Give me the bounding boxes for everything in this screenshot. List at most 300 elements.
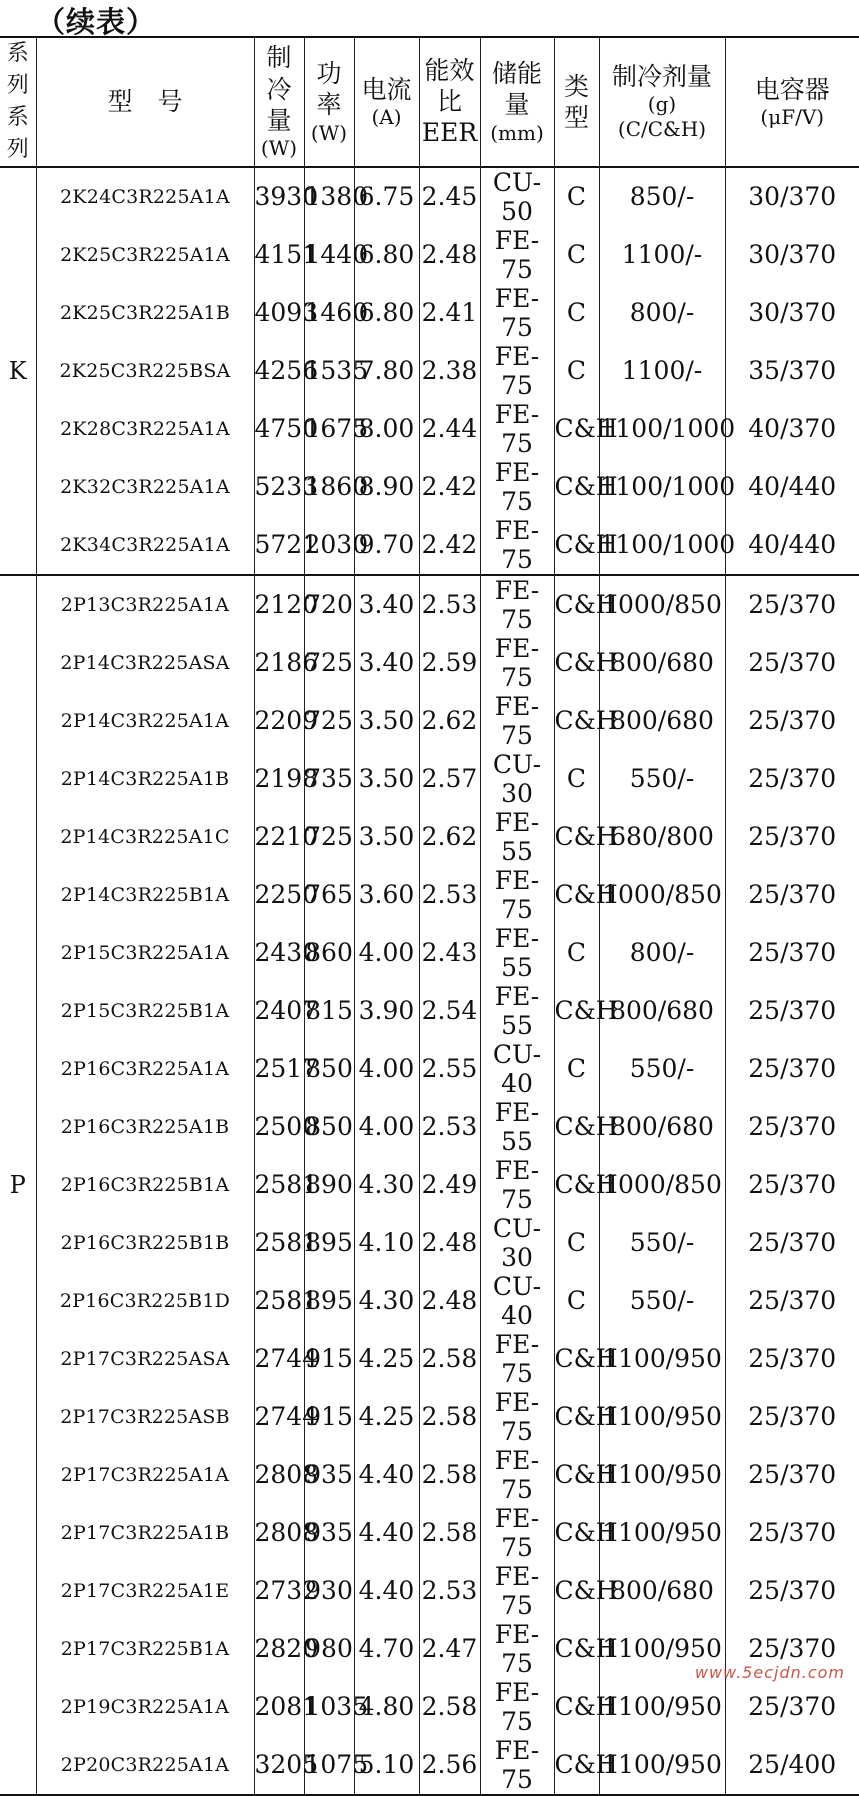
- cell-current: 3.90: [354, 982, 419, 1040]
- cell-model: 2P15C3R225B1A: [36, 982, 254, 1040]
- cell-eer: 2.49: [419, 1156, 480, 1214]
- cell-power: 935: [304, 1446, 354, 1504]
- cell-capacity: 2209: [254, 692, 304, 750]
- cell-type: C&H: [554, 1620, 599, 1678]
- cell-current: 3.60: [354, 866, 419, 924]
- cell-type: C&H: [554, 866, 599, 924]
- cell-model: 2K25C3R225BSA: [36, 342, 254, 400]
- cell-capacitor: 25/370: [725, 1040, 859, 1098]
- header-line: 率: [305, 89, 354, 120]
- cell-capacity: 2744: [254, 1388, 304, 1446]
- cell-eer: 2.57: [419, 750, 480, 808]
- cell-capacity: 2581: [254, 1156, 304, 1214]
- cell-power: 895: [304, 1272, 354, 1330]
- cell-refrigerant: 550/-: [599, 1272, 725, 1330]
- cell-refrigerant: 1100/950: [599, 1504, 725, 1562]
- header-line: (W): [255, 136, 304, 161]
- cell-accumulator: FE-75: [480, 226, 554, 284]
- header-line: 量: [481, 89, 554, 120]
- cell-type: C: [554, 924, 599, 982]
- cell-current: 4.25: [354, 1330, 419, 1388]
- header-eer: [419, 37, 480, 167]
- cell-current: 4.00: [354, 1098, 419, 1156]
- cell-model: 2P17C3R225ASB: [36, 1388, 254, 1446]
- cell-refrigerant: 1100/1000: [599, 458, 725, 516]
- table-row: [0, 1156, 859, 1214]
- cell-current: 6.80: [354, 226, 419, 284]
- table-row: [0, 400, 859, 458]
- cell-capacitor: 25/370: [725, 1214, 859, 1272]
- header-line: 系 列: [0, 38, 36, 102]
- cell-accumulator: FE-75: [480, 634, 554, 692]
- header-type: [554, 37, 599, 167]
- cell-refrigerant: 1100/950: [599, 1736, 725, 1795]
- cell-power: 1535: [304, 342, 354, 400]
- cell-capacity: 2732: [254, 1562, 304, 1620]
- cell-capacity: 2210: [254, 808, 304, 866]
- cell-eer: 2.53: [419, 1562, 480, 1620]
- header-line: 量: [255, 105, 304, 136]
- cell-accumulator: FE-75: [480, 458, 554, 516]
- cell-type: C&H: [554, 400, 599, 458]
- cell-capacity: 3930: [254, 167, 304, 226]
- cell-model: 2K34C3R225A1A: [36, 516, 254, 575]
- cell-power: 1460: [304, 284, 354, 342]
- cell-model: 2K25C3R225A1A: [36, 226, 254, 284]
- cell-current: 4.40: [354, 1504, 419, 1562]
- cell-type: C&H: [554, 516, 599, 575]
- cell-eer: 2.53: [419, 575, 480, 634]
- cell-model: 2P16C3R225B1D: [36, 1272, 254, 1330]
- compressor-spec-table: [0, 36, 859, 1796]
- header-line: (mm): [481, 121, 554, 146]
- cell-capacity: 2581: [254, 1272, 304, 1330]
- header-line: 电流: [355, 74, 419, 105]
- cell-eer: 2.43: [419, 924, 480, 982]
- cell-eer: 2.58: [419, 1504, 480, 1562]
- cell-model: 2P14C3R225ASA: [36, 634, 254, 692]
- cell-type: C&H: [554, 982, 599, 1040]
- cell-type: C&H: [554, 634, 599, 692]
- cell-current: 4.80: [354, 1678, 419, 1736]
- table-row: [0, 634, 859, 692]
- cell-type: C: [554, 284, 599, 342]
- header-row: [0, 37, 859, 167]
- cell-power: 1860: [304, 458, 354, 516]
- header-capacity: [254, 37, 304, 167]
- cell-capacitor: 25/370: [725, 634, 859, 692]
- cell-capacitor: 35/370: [725, 342, 859, 400]
- cell-eer: 2.38: [419, 342, 480, 400]
- cell-model: 2P17C3R225A1B: [36, 1504, 254, 1562]
- table-row: [0, 1098, 859, 1156]
- cell-refrigerant: 1000/850: [599, 1156, 725, 1214]
- cell-model: 2P16C3R225A1A: [36, 1040, 254, 1098]
- cell-accumulator: CU-50: [480, 167, 554, 226]
- cell-eer: 2.48: [419, 1272, 480, 1330]
- cell-current: 6.75: [354, 167, 419, 226]
- cell-eer: 2.56: [419, 1736, 480, 1795]
- cell-type: C&H: [554, 1736, 599, 1795]
- cell-capacitor: 30/370: [725, 284, 859, 342]
- table-row: [0, 575, 859, 634]
- cell-accumulator: FE-75: [480, 1620, 554, 1678]
- cell-eer: 2.44: [419, 400, 480, 458]
- cell-type: C&H: [554, 575, 599, 634]
- cell-type: C: [554, 1040, 599, 1098]
- header-line: 能效: [420, 55, 480, 86]
- cell-capacity: 2430: [254, 924, 304, 982]
- table-row: [0, 284, 859, 342]
- cell-current: 8.00: [354, 400, 419, 458]
- cell-capacitor: 25/370: [725, 575, 859, 634]
- table-row: [0, 516, 859, 575]
- cell-refrigerant: 1000/850: [599, 575, 725, 634]
- cell-model: 2P17C3R225A1E: [36, 1562, 254, 1620]
- cell-refrigerant: 680/800: [599, 808, 725, 866]
- cell-eer: 2.53: [419, 866, 480, 924]
- cell-type: C&H: [554, 692, 599, 750]
- cell-accumulator: CU-30: [480, 750, 554, 808]
- cell-capacitor: 25/370: [725, 1504, 859, 1562]
- header-line: 储能: [481, 58, 554, 89]
- cell-power: 895: [304, 1214, 354, 1272]
- cell-refrigerant: 550/-: [599, 1214, 725, 1272]
- cell-model: 2P20C3R225A1A: [36, 1736, 254, 1795]
- header-refrigerant: [599, 37, 725, 167]
- header-series: [0, 37, 36, 167]
- cell-eer: 2.42: [419, 516, 480, 575]
- table-row: [0, 1678, 859, 1736]
- table-row: [0, 226, 859, 284]
- cell-refrigerant: 550/-: [599, 1040, 725, 1098]
- cell-model: 2P14C3R225A1B: [36, 750, 254, 808]
- cell-capacitor: 25/370: [725, 866, 859, 924]
- cell-eer: 2.42: [419, 458, 480, 516]
- cell-capacity: 4093: [254, 284, 304, 342]
- cell-accumulator: FE-75: [480, 1330, 554, 1388]
- cell-capacity: 2744: [254, 1330, 304, 1388]
- table-row: [0, 982, 859, 1040]
- cell-accumulator: FE-75: [480, 284, 554, 342]
- table-row: [0, 1562, 859, 1620]
- cell-power: 890: [304, 1156, 354, 1214]
- cell-eer: 2.58: [419, 1330, 480, 1388]
- cell-power: 980: [304, 1620, 354, 1678]
- header-accumulator: [480, 37, 554, 167]
- cell-accumulator: FE-75: [480, 400, 554, 458]
- header-capacitor: [725, 37, 859, 167]
- cell-eer: 2.58: [419, 1678, 480, 1736]
- cell-refrigerant: 1100/1000: [599, 516, 725, 575]
- cell-type: C&H: [554, 1504, 599, 1562]
- header-line: 制冷剂量: [600, 61, 725, 92]
- cell-capacitor: 40/440: [725, 458, 859, 516]
- cell-eer: 2.58: [419, 1446, 480, 1504]
- cell-type: C&H: [554, 1330, 599, 1388]
- cell-accumulator: FE-75: [480, 1156, 554, 1214]
- cell-refrigerant: 800/680: [599, 692, 725, 750]
- cell-capacitor: 30/370: [725, 226, 859, 284]
- cell-capacity: 4750: [254, 400, 304, 458]
- cell-type: C&H: [554, 458, 599, 516]
- header-line: (μF/V): [726, 105, 859, 130]
- cell-power: 850: [304, 1098, 354, 1156]
- cell-refrigerant: 1100/950: [599, 1330, 725, 1388]
- cell-refrigerant: 1100/950: [599, 1678, 725, 1736]
- cell-capacitor: 25/370: [725, 924, 859, 982]
- cell-capacity: 5721: [254, 516, 304, 575]
- cell-accumulator: CU-30: [480, 1214, 554, 1272]
- cell-accumulator: FE-55: [480, 1098, 554, 1156]
- header-line: (A): [355, 105, 419, 130]
- cell-current: 8.90: [354, 458, 419, 516]
- cell-capacitor: 40/440: [725, 516, 859, 575]
- cell-power: 1035: [304, 1678, 354, 1736]
- cell-accumulator: FE-75: [480, 1388, 554, 1446]
- table-row: [0, 458, 859, 516]
- cell-model: 2P15C3R225A1A: [36, 924, 254, 982]
- cell-power: 725: [304, 692, 354, 750]
- cell-current: 5.10: [354, 1736, 419, 1795]
- table-row: [0, 1272, 859, 1330]
- cell-capacitor: 25/370: [725, 1330, 859, 1388]
- cell-capacitor: 40/370: [725, 400, 859, 458]
- cell-model: 2P16C3R225B1B: [36, 1214, 254, 1272]
- cell-capacitor: 25/370: [725, 750, 859, 808]
- cell-eer: 2.62: [419, 808, 480, 866]
- cell-capacity: 2250: [254, 866, 304, 924]
- table-row: [0, 1330, 859, 1388]
- table-row: [0, 1388, 859, 1446]
- cell-eer: 2.41: [419, 284, 480, 342]
- cell-accumulator: FE-75: [480, 1562, 554, 1620]
- table-row: [0, 1214, 859, 1272]
- cell-accumulator: FE-75: [480, 1504, 554, 1562]
- table-caption: （续表）: [36, 0, 156, 41]
- cell-capacity: 2407: [254, 982, 304, 1040]
- cell-capacity: 2186: [254, 634, 304, 692]
- cell-type: C&H: [554, 1388, 599, 1446]
- table-row: [0, 167, 859, 226]
- cell-type: C&H: [554, 808, 599, 866]
- table-row: [0, 342, 859, 400]
- header-power: [304, 37, 354, 167]
- cell-power: 725: [304, 808, 354, 866]
- header-line: 电容器: [726, 74, 859, 105]
- cell-accumulator: FE-75: [480, 1446, 554, 1504]
- cell-capacitor: 25/400: [725, 1736, 859, 1795]
- cell-eer: 2.58: [419, 1388, 480, 1446]
- cell-model: 2P14C3R225A1C: [36, 808, 254, 866]
- header-line: 型: [555, 102, 599, 133]
- cell-type: C: [554, 1214, 599, 1272]
- cell-capacitor: 25/370: [725, 1446, 859, 1504]
- cell-model: 2P17C3R225A1A: [36, 1446, 254, 1504]
- cell-capacitor: 25/370: [725, 1156, 859, 1214]
- cell-capacitor: 30/370: [725, 167, 859, 226]
- table-row: [0, 924, 859, 982]
- cell-power: 1440: [304, 226, 354, 284]
- cell-type: C: [554, 750, 599, 808]
- cell-eer: 2.62: [419, 692, 480, 750]
- cell-eer: 2.53: [419, 1098, 480, 1156]
- cell-type: C&H: [554, 1156, 599, 1214]
- header-line: 比: [420, 86, 480, 117]
- cell-refrigerant: 1100/1000: [599, 400, 725, 458]
- cell-model: 2K25C3R225A1B: [36, 284, 254, 342]
- cell-model: 2P16C3R225B1A: [36, 1156, 254, 1214]
- cell-accumulator: FE-55: [480, 808, 554, 866]
- cell-eer: 2.59: [419, 634, 480, 692]
- cell-current: 4.70: [354, 1620, 419, 1678]
- cell-capacity: 4151: [254, 226, 304, 284]
- cell-eer: 2.47: [419, 1620, 480, 1678]
- header-line: 系 列: [0, 102, 36, 166]
- header-line: 制冷: [255, 42, 304, 105]
- cell-capacity: 4256: [254, 342, 304, 400]
- cell-accumulator: FE-75: [480, 1736, 554, 1795]
- cell-capacity: 2120: [254, 575, 304, 634]
- cell-capacitor: 25/370: [725, 692, 859, 750]
- header-line: 功: [305, 58, 354, 89]
- cell-current: 6.80: [354, 284, 419, 342]
- table-body: [0, 167, 859, 1795]
- cell-capacity: 2198: [254, 750, 304, 808]
- table-row: [0, 1504, 859, 1562]
- cell-type: C: [554, 342, 599, 400]
- cell-accumulator: CU-40: [480, 1272, 554, 1330]
- cell-current: 4.40: [354, 1446, 419, 1504]
- cell-type: C: [554, 1272, 599, 1330]
- cell-model: 2P13C3R225A1A: [36, 575, 254, 634]
- cell-refrigerant: 1100/950: [599, 1388, 725, 1446]
- cell-current: 3.50: [354, 808, 419, 866]
- cell-capacitor: 25/370: [725, 982, 859, 1040]
- cell-current: 4.00: [354, 924, 419, 982]
- header-line: 类: [555, 71, 599, 102]
- cell-power: 2030: [304, 516, 354, 575]
- cell-eer: 2.48: [419, 1214, 480, 1272]
- cell-refrigerant: 800/680: [599, 1562, 725, 1620]
- cell-accumulator: FE-55: [480, 982, 554, 1040]
- cell-current: 7.80: [354, 342, 419, 400]
- cell-current: 4.40: [354, 1562, 419, 1620]
- cell-power: 720: [304, 575, 354, 634]
- table-row: [0, 750, 859, 808]
- cell-capacity: 2808: [254, 1504, 304, 1562]
- cell-capacity: 2500: [254, 1098, 304, 1156]
- table-row: [0, 692, 859, 750]
- cell-power: 1675: [304, 400, 354, 458]
- cell-current: 3.50: [354, 692, 419, 750]
- header-line: EER: [420, 117, 480, 148]
- cell-accumulator: FE-75: [480, 1678, 554, 1736]
- cell-refrigerant: 1100/950: [599, 1620, 725, 1678]
- cell-refrigerant: 800/-: [599, 924, 725, 982]
- cell-power: 915: [304, 1330, 354, 1388]
- cell-current: 4.00: [354, 1040, 419, 1098]
- cell-refrigerant: 1100/-: [599, 226, 725, 284]
- cell-refrigerant: 1100/-: [599, 342, 725, 400]
- cell-type: C&H: [554, 1446, 599, 1504]
- cell-type: C&H: [554, 1678, 599, 1736]
- cell-refrigerant: 800/-: [599, 284, 725, 342]
- cell-eer: 2.54: [419, 982, 480, 1040]
- cell-capacity: 2808: [254, 1446, 304, 1504]
- cell-current: 3.40: [354, 575, 419, 634]
- cell-capacity: 2081: [254, 1678, 304, 1736]
- cell-refrigerant: 800/680: [599, 1098, 725, 1156]
- cell-power: 935: [304, 1504, 354, 1562]
- cell-current: 3.50: [354, 750, 419, 808]
- cell-current: 4.10: [354, 1214, 419, 1272]
- table-row: [0, 808, 859, 866]
- table-row: [0, 1736, 859, 1795]
- cell-model: 2K28C3R225A1A: [36, 400, 254, 458]
- cell-eer: 2.45: [419, 167, 480, 226]
- cell-model: 2P17C3R225ASA: [36, 1330, 254, 1388]
- cell-capacitor: 25/370: [725, 808, 859, 866]
- cell-refrigerant: 1000/850: [599, 866, 725, 924]
- cell-power: 930: [304, 1562, 354, 1620]
- cell-accumulator: FE-75: [480, 575, 554, 634]
- cell-accumulator: FE-75: [480, 342, 554, 400]
- cell-accumulator: FE-75: [480, 692, 554, 750]
- cell-power: 735: [304, 750, 354, 808]
- cell-model: 2P19C3R225A1A: [36, 1678, 254, 1736]
- cell-power: 765: [304, 866, 354, 924]
- cell-capacitor: 25/370: [725, 1562, 859, 1620]
- cell-type: C&H: [554, 1098, 599, 1156]
- cell-capacitor: 25/370: [725, 1098, 859, 1156]
- cell-power: 725: [304, 634, 354, 692]
- cell-accumulator: FE-75: [480, 516, 554, 575]
- cell-model: 2K24C3R225A1A: [36, 167, 254, 226]
- cell-accumulator: CU-40: [480, 1040, 554, 1098]
- header-line: (g): [600, 92, 725, 117]
- cell-capacity: 2820: [254, 1620, 304, 1678]
- cell-model: 2P14C3R225B1A: [36, 866, 254, 924]
- cell-capacity: 3205: [254, 1736, 304, 1795]
- header-model: 型 号: [36, 37, 254, 167]
- cell-type: C: [554, 226, 599, 284]
- table-row: [0, 1446, 859, 1504]
- cell-capacitor: 25/370: [725, 1678, 859, 1736]
- cell-refrigerant: 850/-: [599, 167, 725, 226]
- cell-power: 1075: [304, 1736, 354, 1795]
- cell-refrigerant: 1100/950: [599, 1446, 725, 1504]
- cell-eer: 2.48: [419, 226, 480, 284]
- cell-power: 860: [304, 924, 354, 982]
- header-line: (W): [305, 121, 354, 146]
- cell-capacity: 2581: [254, 1214, 304, 1272]
- cell-accumulator: FE-75: [480, 866, 554, 924]
- cell-refrigerant: 550/-: [599, 750, 725, 808]
- cell-power: 1380: [304, 167, 354, 226]
- series-cell: P: [0, 575, 36, 1795]
- cell-current: 9.70: [354, 516, 419, 575]
- cell-refrigerant: 800/680: [599, 634, 725, 692]
- cell-capacitor: 25/370: [725, 1272, 859, 1330]
- table-row: [0, 1040, 859, 1098]
- table-row: [0, 866, 859, 924]
- cell-capacitor: 25/370: [725, 1620, 859, 1678]
- cell-type: C&H: [554, 1562, 599, 1620]
- cell-capacity: 2517: [254, 1040, 304, 1098]
- cell-current: 3.40: [354, 634, 419, 692]
- cell-current: 4.25: [354, 1388, 419, 1446]
